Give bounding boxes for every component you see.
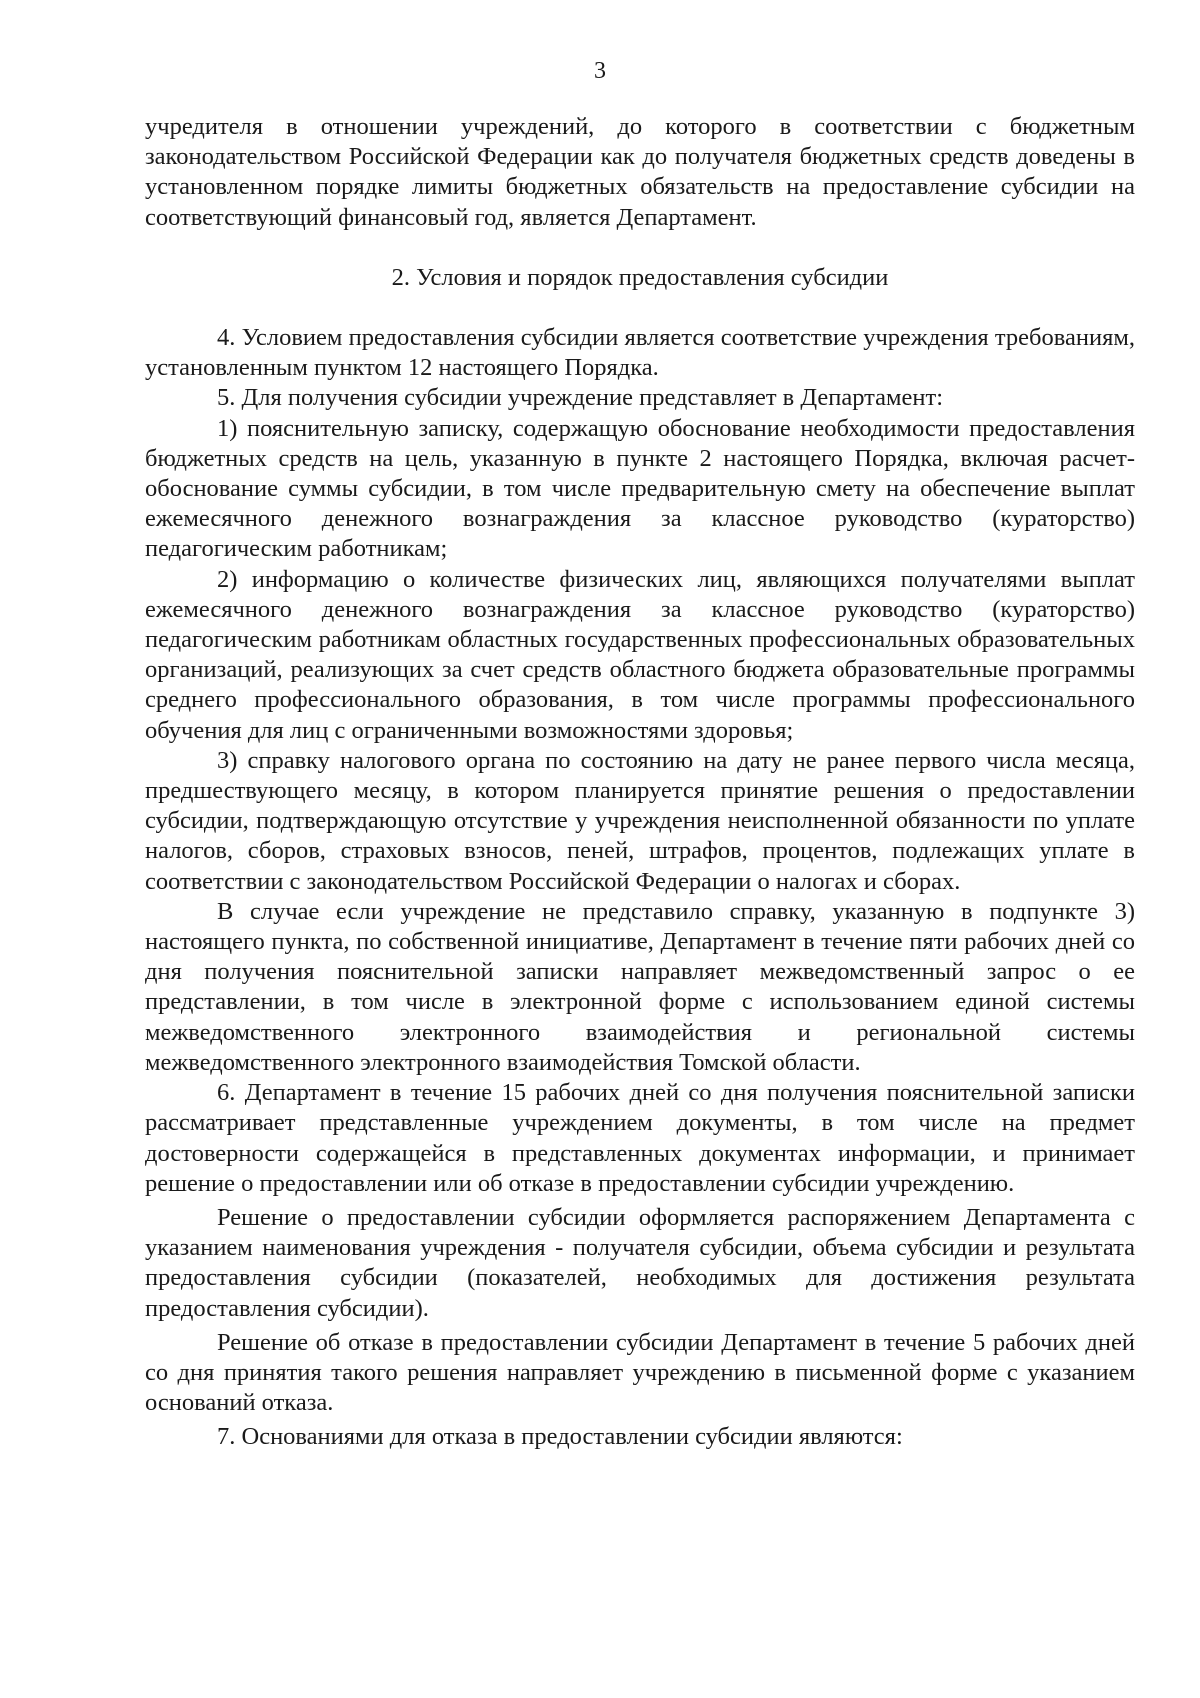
document-body [145, 112, 1135, 1453]
paragraph-interagency-request: В случае если учреждение не представило справку, указанную в подпункте 3) настоящего пункта, по собственной инициативе, Департамент в течение пяти рабочих дней со дня получения пояснительной записки направляет межведомственный запрос о ее представлении, в том числе в электронной форме с использованием единой системы межведомственного электронного взаимодействия и региональной системы межведомственного электронного взаимодействия Томской области. [145, 897, 1135, 1076]
subitem-1: 1) пояснительную записку, содержащую обоснование необходимости предоставления бюджетных средств на цель, указанную в пункте 2 настоящего Порядка, включая расчет-обоснование суммы субсидии, в том числе предварительную смету на обеспечение выплат ежемесячного денежного вознаграждения за классное руководство (кураторство) педагогическим работникам; [145, 414, 1135, 563]
paragraph-item-4: 4. Условием предоставления субсидии является соответствие учреждения требованиям, установленным пунктом 12 настоящего Порядка. [145, 324, 1135, 382]
subitem-2: 2) информацию о количестве физических лиц, являющихся получателями выплат ежемесячного денежного вознаграждения за классное руководство (кураторство) педагогическим работникам областных государственных профессиональных образовательных организаций, реализующих за счет средств областного бюджета образовательные программы среднего профессионального образования, в том числе программы профессионального обучения для лиц с ограниченными возможностями здоровья; [145, 565, 1135, 744]
subitem-3: 3) справку налогового органа по состоянию на дату не ранее первого числа месяца, предшествующего месяцу, в котором планируется принятие решения о предоставлении субсидии, подтверждающую отсутствие у учреждения неисполненной обязанности по уплате налогов, сборов, страховых взносов, пеней, штрафов, процентов, подлежащих уплате в соответствии с законодательством Российской Федерации о налогах и сборах. [145, 746, 1135, 895]
paragraph-item-6: 6. Департамент в течение 15 рабочих дней со дня получения пояснительной записки рассматривает представленные учреждением документы, в том числе на предмет достоверности содержащейся в представленных документах информации, и принимает решение о предоставлении или об отказе в предоставлении субсидии учреждению. [145, 1079, 1135, 1197]
paragraph-item-5: 5. Для получения субсидии учреждение представляет в Департамент: [217, 384, 944, 412]
intro-paragraph: учредителя в отношении учреждений, до которого в соответствии с бюджетным законодательством Российской Федерации как до получателя бюджетных средств доведены в установленном порядке лимиты бюджетных обязательств на предоставление субсидии на соответствующий финансовый год, является Департамент. [145, 113, 1135, 231]
page-number: 3 [594, 58, 606, 84]
paragraph-decision-refusal: Решение об отказе в предоставлении субсидии Департамент в течение 5 рабочих дней со дня принятия такого решения направляет учреждению в письменной форме с указанием оснований отказа. [145, 1328, 1135, 1417]
section-heading: 2. Условия и порядок предоставления субсидии [391, 263, 889, 291]
paragraph-decision-granting: Решение о предоставлении субсидии оформляется распоряжением Департамента с указанием наименования учреждения - получателя субсидии, объема субсидии и результата предоставления субсидии (показателей, необходимых для достижения результата предоставления субсидии). [145, 1203, 1135, 1322]
paragraph-item-7: 7. Основаниями для отказа в предоставлении субсидии являются: [217, 1423, 903, 1451]
